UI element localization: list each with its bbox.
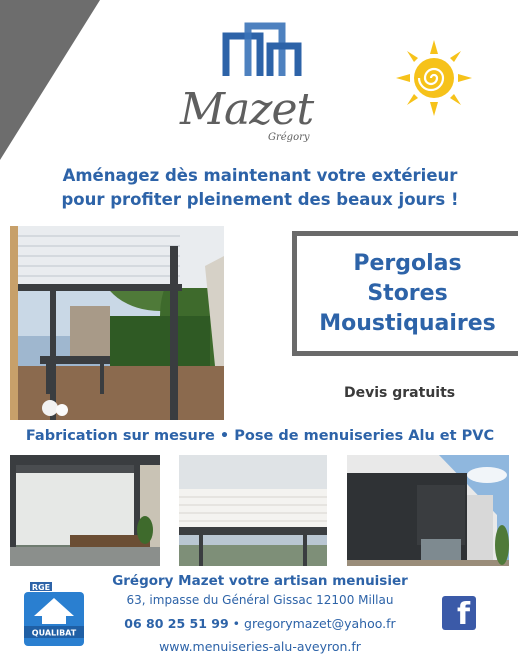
rge-label: RGE [31,583,51,592]
store-photo-1 [10,455,160,566]
logo-subtitle: Grégory [268,132,310,143]
headline [0,164,520,212]
headline-line-1: Aménagez dès maintenant votre extérieur [62,166,458,185]
store-photo-3 [347,455,509,566]
free-quote-text: Devis gratuits [344,385,456,401]
address: 63, impasse du Général Gissac 12100 Millau [126,593,394,607]
website-link[interactable]: www.menuiseries-alu-aveyron.fr [159,639,361,654]
artisan-name: Grégory Mazet votre artisan menuisier [112,573,408,589]
separator: • [228,616,245,631]
rge-qualibat-badge-icon [20,582,88,648]
logo-wordmark: Mazet [180,84,314,135]
service-stores: Stores [367,280,448,306]
phone-email-line [104,616,416,631]
phone-number[interactable]: 06 80 25 51 99 [124,616,229,631]
email-link[interactable]: gregorymazet@yahoo.fr [244,616,396,631]
service-pergolas: Pergolas [353,250,462,276]
service-moustiquaires: Moustiquaires [319,310,496,336]
corner-decoration [0,0,100,160]
tagline: Fabrication sur mesure • Pose de menuiseries Alu et PVC [25,428,495,444]
sun-icon [394,38,474,118]
facebook-icon[interactable]: f [442,596,476,630]
store-photo-2 [179,455,327,566]
pergola-hero-photo [10,226,224,420]
services-box [292,231,518,356]
qualibat-label: QUALIBAT [31,628,77,638]
headline-line-2: pour profiter pleinement des beaux jours ! [61,190,459,209]
